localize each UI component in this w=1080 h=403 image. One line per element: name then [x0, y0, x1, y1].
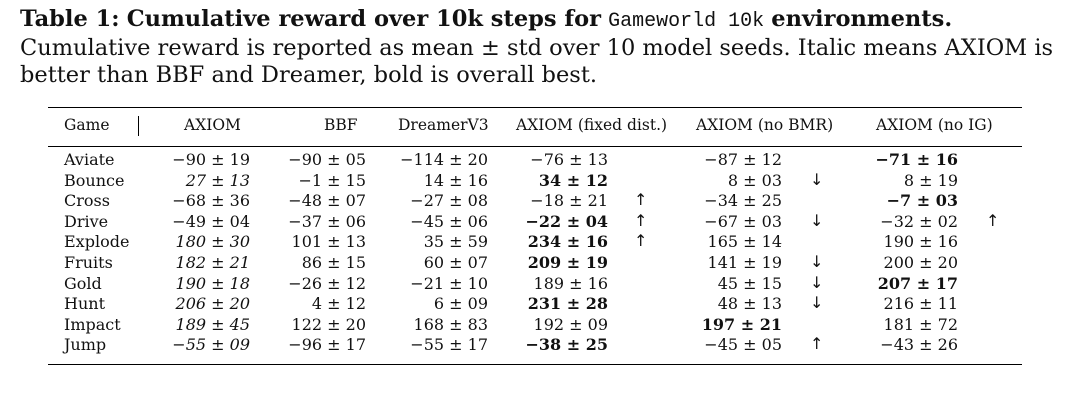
cell-bbf: 101 ± 13 — [291, 232, 366, 252]
cell-axiom-noig: 8 ± 19 — [903, 170, 958, 190]
cell-axiom: 180 ± 30 — [175, 232, 250, 252]
cell-dreamer: 14 ± 16 — [423, 170, 488, 190]
cell-axiom-nobmr: 48 ± 13 — [717, 294, 782, 314]
cell-axiom-noig: −71 ± 16 — [875, 150, 958, 169]
cell-bbf: −26 ± 12 — [288, 273, 366, 293]
header-dreamer: DreamerV3 — [398, 116, 489, 134]
cell-axiom: 190 ± 18 — [175, 273, 250, 293]
cell-bbf: 122 ± 20 — [291, 314, 366, 334]
cell-axiom: −68 ± 36 — [172, 191, 250, 211]
cell-axiom: 189 ± 45 — [175, 314, 250, 334]
cell-dreamer: −45 ± 06 — [410, 211, 488, 231]
cell-dreamer: −114 ± 20 — [400, 150, 488, 169]
noig-change-arrow: ↑ — [986, 210, 1000, 230]
cell-dreamer: 168 ± 83 — [413, 314, 488, 334]
cell-axiom-fixed: 234 ± 16 — [527, 232, 608, 252]
cell-bbf: 4 ± 12 — [311, 294, 366, 314]
cell-axiom-fixed: −18 ± 21 — [530, 191, 608, 211]
cell-axiom-noig: 181 ± 72 — [883, 314, 958, 334]
cell-game: Fruits — [64, 253, 113, 272]
table-row — [0, 253, 1080, 274]
cell-axiom-noig: 207 ± 17 — [877, 273, 958, 293]
cell-axiom-noig: 200 ± 20 — [883, 253, 958, 272]
cell-axiom-fixed: 189 ± 16 — [533, 273, 608, 293]
mid-rule — [48, 146, 1022, 147]
cell-axiom-noig: 190 ± 16 — [883, 232, 958, 252]
header-axiom: AXIOM — [184, 116, 241, 134]
cell-dreamer: −27 ± 08 — [410, 191, 488, 211]
caption-body: Cumulative reward is reported as mean ± std over 10 model seeds. Italic means AXIOM is better than BBF and Dreamer, bold is overall best. — [20, 35, 1054, 88]
table-row — [0, 171, 1080, 192]
cell-bbf: −48 ± 07 — [288, 191, 366, 211]
nobmr-change-arrow: ↓ — [810, 293, 824, 313]
cell-game: Impact — [64, 314, 121, 334]
cell-dreamer: −21 ± 10 — [410, 273, 488, 293]
table-row — [0, 212, 1080, 233]
cell-axiom-noig: −43 ± 26 — [880, 335, 958, 355]
cell-axiom: 182 ± 21 — [175, 253, 250, 272]
cell-bbf: −96 ± 17 — [288, 335, 366, 355]
table-row — [0, 232, 1080, 253]
cell-game: Explode — [64, 232, 130, 252]
cell-axiom: 206 ± 20 — [175, 294, 250, 314]
cell-game: Drive — [64, 211, 109, 231]
nobmr-change-arrow: ↑ — [810, 334, 824, 354]
nobmr-change-arrow: ↓ — [810, 210, 824, 230]
cell-bbf: −37 ± 06 — [288, 211, 366, 231]
cell-axiom-nobmr: −45 ± 05 — [704, 335, 782, 355]
cell-axiom-noig: 216 ± 11 — [883, 294, 958, 314]
cell-axiom-fixed: −38 ± 25 — [525, 335, 608, 355]
header-game: Game — [64, 116, 110, 134]
cell-dreamer: −55 ± 17 — [410, 335, 488, 355]
table-caption — [20, 6, 1060, 89]
cell-axiom-noig: −7 ± 03 — [886, 191, 958, 211]
nobmr-change-arrow: ↓ — [810, 272, 824, 292]
cell-game: Jump — [64, 335, 107, 355]
cell-axiom: −55 ± 09 — [172, 335, 250, 355]
cell-dreamer: 60 ± 07 — [423, 253, 488, 272]
caption-env-name: Gameworld 10k — [608, 10, 765, 33]
cell-bbf: 86 ± 15 — [301, 253, 366, 272]
header-bbf: BBF — [324, 116, 358, 134]
caption-title-end: environments. — [771, 6, 953, 32]
table-row — [0, 294, 1080, 315]
table-row — [0, 150, 1080, 171]
top-rule — [48, 107, 1022, 108]
fixed-change-arrow: ↑ — [634, 210, 648, 230]
cell-game: Bounce — [64, 170, 125, 190]
cell-axiom-fixed: 231 ± 28 — [527, 294, 608, 314]
cell-axiom-fixed: −76 ± 13 — [530, 150, 608, 169]
table-row — [0, 315, 1080, 336]
fixed-change-arrow: ↑ — [634, 231, 648, 251]
cell-axiom-nobmr: 165 ± 14 — [707, 232, 782, 252]
cell-axiom-fixed: 192 ± 09 — [533, 314, 608, 334]
cell-game: Hunt — [64, 294, 105, 314]
cell-axiom-nobmr: 45 ± 15 — [717, 273, 782, 293]
table-row — [0, 191, 1080, 212]
header-axiom-nobmr: AXIOM (no BMR) — [696, 116, 834, 134]
cell-axiom-nobmr: 197 ± 21 — [701, 314, 782, 334]
cell-bbf: −1 ± 15 — [298, 170, 366, 190]
cell-axiom-fixed: 34 ± 12 — [538, 170, 608, 190]
cell-axiom-noig: −32 ± 02 — [880, 211, 958, 231]
header-axiom-fixed: AXIOM (fixed dist.) — [516, 116, 668, 134]
bottom-rule — [48, 364, 1022, 365]
fixed-change-arrow: ↑ — [634, 190, 648, 210]
caption-title-start: Cumulative reward over 10k steps for — [126, 6, 601, 32]
table-row — [0, 335, 1080, 356]
cell-axiom-nobmr: −67 ± 03 — [704, 211, 782, 231]
cell-axiom: −90 ± 19 — [172, 150, 250, 169]
nobmr-change-arrow: ↓ — [810, 169, 824, 189]
cell-game: Aviate — [64, 150, 115, 169]
cell-axiom: −49 ± 04 — [172, 211, 250, 231]
table-row — [0, 274, 1080, 295]
cell-bbf: −90 ± 05 — [288, 150, 366, 169]
cell-axiom-fixed: 209 ± 19 — [527, 253, 608, 272]
nobmr-change-arrow: ↓ — [810, 252, 824, 271]
header-axiom-noig: AXIOM (no IG) — [876, 116, 993, 134]
cell-game: Gold — [64, 273, 102, 293]
cell-dreamer: 35 ± 59 — [423, 232, 488, 252]
cell-axiom-fixed: −22 ± 04 — [525, 211, 608, 231]
cell-game: Cross — [64, 191, 110, 211]
caption-label: Table 1: — [20, 6, 120, 32]
cell-axiom: 27 ± 13 — [185, 170, 250, 190]
cell-axiom-nobmr: −87 ± 12 — [704, 150, 782, 169]
cell-dreamer: 6 ± 09 — [433, 294, 488, 314]
cell-axiom-nobmr: 141 ± 19 — [707, 253, 782, 272]
cell-axiom-nobmr: −34 ± 25 — [704, 191, 782, 211]
header-divider — [138, 116, 139, 136]
cell-axiom-nobmr: 8 ± 03 — [727, 170, 782, 190]
